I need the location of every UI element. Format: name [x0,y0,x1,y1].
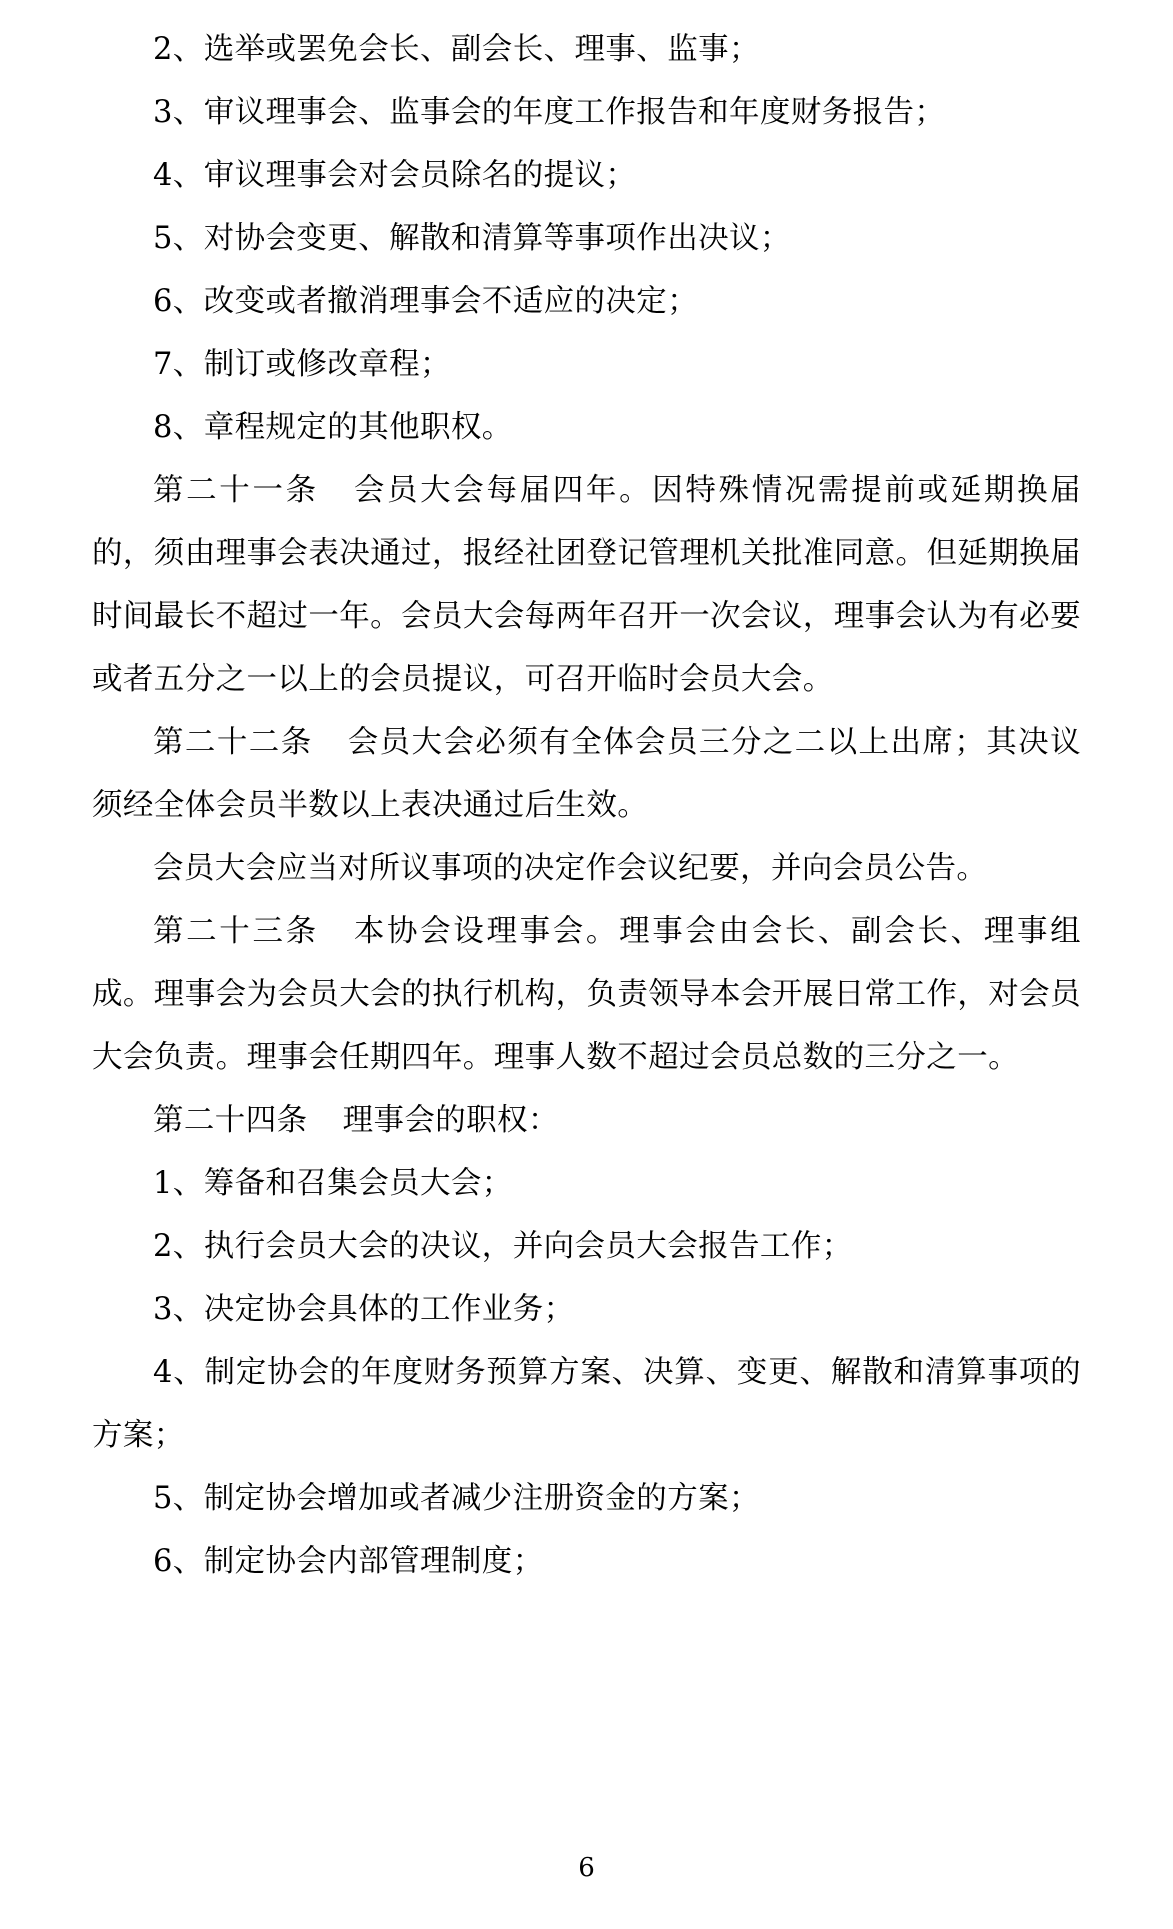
article-paragraph [92,459,1081,711]
list-item: 5、制定协会增加或者减少注册资金的方案； [153,1481,760,1516]
article-paragraph [92,900,1081,1089]
article-label: 第二十二条 [153,725,313,760]
page-number: 6 [578,1853,595,1883]
list-item: 4、审议理事会对会员除名的提议； [153,158,637,193]
list-item: 3、决定协会具体的工作业务； [153,1292,575,1327]
list-item: 2、执行会员大会的决议，并向会员大会报告工作； [153,1229,853,1264]
article-paragraph [92,1089,1081,1152]
list-item: 3、审议理事会、监事会的年度工作报告和年度财务报告； [153,95,946,130]
paragraph: 会员大会应当对所议事项的决定作会议纪要，并向会员公告。 [153,851,988,886]
article-label: 第二十一条 [153,473,319,508]
document-body [92,18,1081,1593]
list-item: 5、对协会变更、解散和清算等事项作出决议； [153,221,791,256]
article-text: 会员大会必须有全体会员三分之二以上出席；其决议须经全体会员半数以上表决通过后生效。 [92,725,1081,823]
list-item: 8、章程规定的其他职权。 [153,410,513,445]
list-item: 6、改变或者撤消理事会不适应的决定； [153,284,699,319]
article-text: 理事会的职权： [342,1103,559,1138]
list-item: 6、制定协会内部管理制度； [153,1544,544,1579]
list-item: 2、选举或罢免会长、副会长、理事、监事； [153,32,760,67]
article-text: 本协会设理事会。理事会由会长、副会长、理事组成。理事会为会员大会的执行机构，负责领导本会开展日常工作，对会员大会负责。理事会任期四年。理事人数不超过会员总数的三分之一。 [92,914,1081,1075]
list-item: 1、筹备和召集会员大会； [153,1166,513,1201]
article-paragraph [92,711,1081,837]
list-item: 7、制订或修改章程； [153,347,451,382]
article-text: 会员大会每届四年。因特殊情况需提前或延期换届的，须由理事会表决通过，报经社团登记管理机关批准同意。但延期换届时间最长不超过一年。会员大会每两年召开一次会议，理事会认为有必要或者五分之一以上的会员提议，可召开临时会员大会。 [92,473,1081,697]
article-label: 第二十三条 [153,914,319,949]
list-item: 4、制定协会的年度财务预算方案、决算、变更、解散和清算事项的方案； [92,1355,1081,1453]
article-label: 第二十四条 [153,1103,308,1138]
